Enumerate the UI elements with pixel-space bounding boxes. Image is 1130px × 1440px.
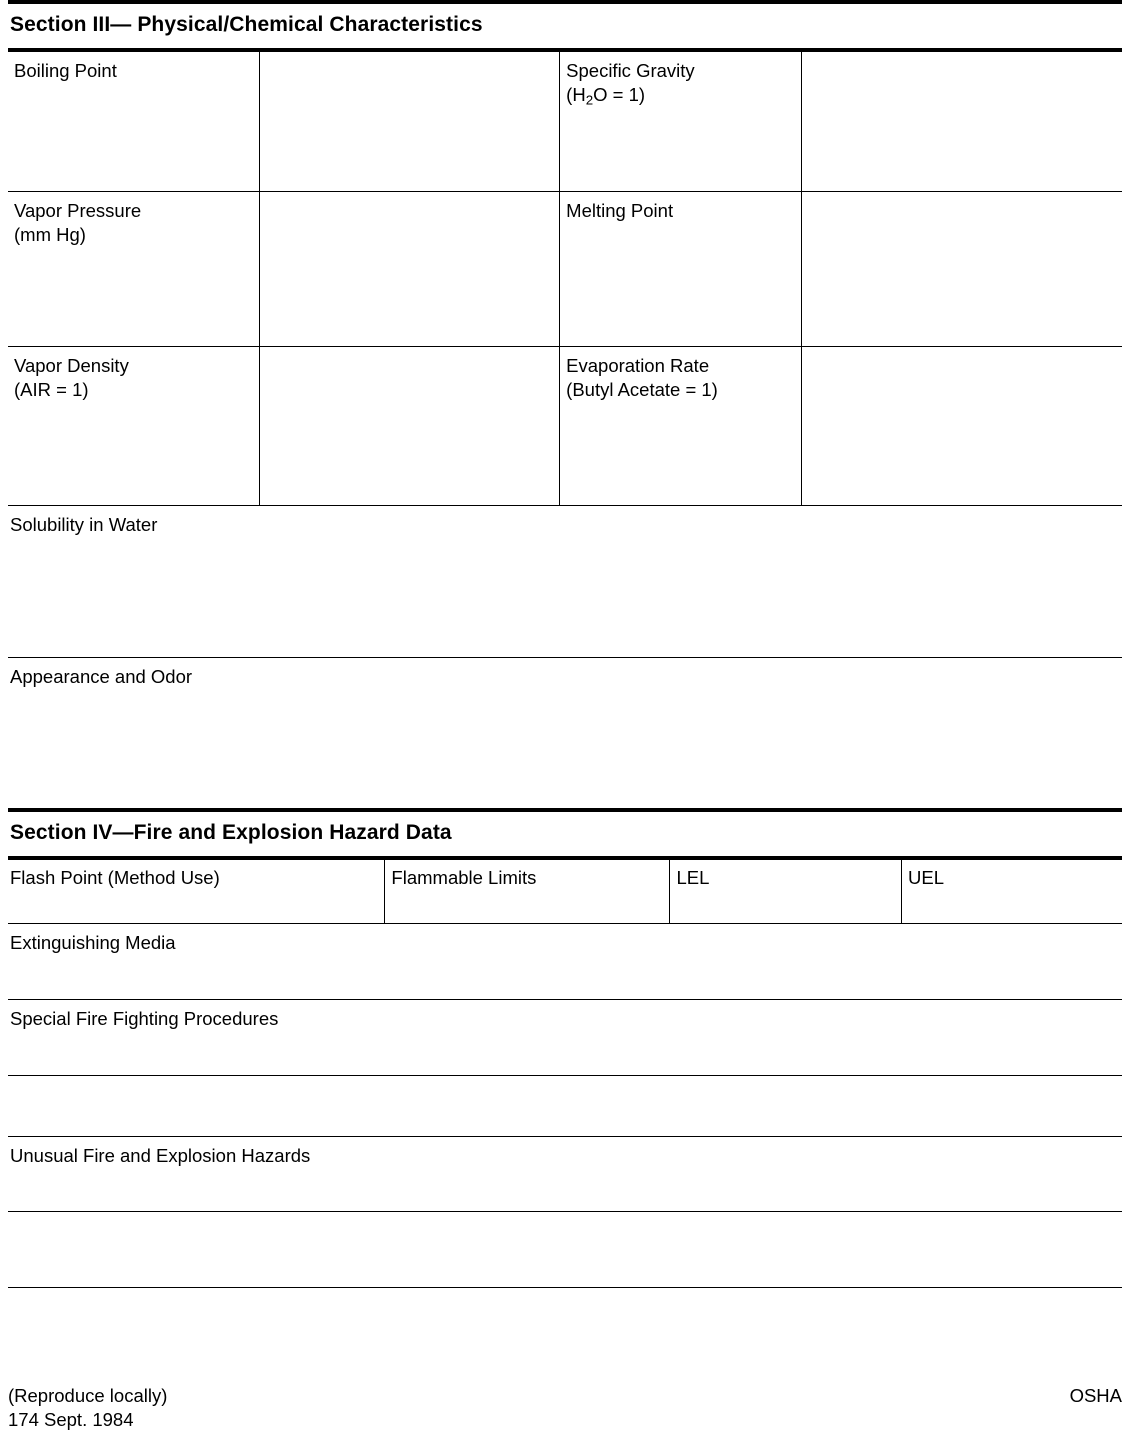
unusual-hazards-field-1[interactable] (8, 1167, 1122, 1211)
vapor-density-label-line1: Vapor Density (14, 355, 129, 376)
evaporation-rate-label-line1: Evaporation Rate (566, 355, 710, 376)
evaporation-rate-label-line2: (Butyl Acetate = 1) (566, 378, 718, 400)
form-number-line: 174 Sept. 1984 (8, 1408, 134, 1430)
flash-point-label: Flash Point (Method Use) (8, 860, 385, 924)
vapor-density-field[interactable] (260, 347, 560, 506)
table-row (8, 860, 1122, 924)
unusual-hazards-bottom-rule (8, 1287, 1122, 1288)
flammable-limits-label: Flammable Limits (385, 860, 670, 924)
evaporation-rate-field[interactable] (801, 347, 1122, 506)
special-fire-fighting-procedures-field-1[interactable] (8, 1031, 1122, 1075)
unusual-fire-and-explosion-hazards-label: Unusual Fire and Explosion Hazards (10, 1144, 311, 1166)
uel-label: UEL (902, 860, 1122, 924)
unusual-hazards-field-2[interactable] (8, 1212, 1122, 1287)
section-4-heading: Section IV—Fire and Explosion Hazard Data (10, 821, 452, 845)
specific-gravity-field[interactable] (801, 52, 1122, 192)
vapor-density-label-line2: (AIR = 1) (14, 378, 89, 400)
boiling-point-label: Boiling Point (8, 52, 260, 192)
melting-point-field[interactable] (801, 192, 1122, 347)
table-row (8, 52, 1122, 192)
reproduce-locally-note (8, 1384, 167, 1432)
vapor-density-label (8, 347, 260, 506)
melting-point-label: Melting Point (560, 192, 801, 347)
vapor-pressure-field[interactable] (260, 192, 560, 347)
evaporation-rate-label (560, 347, 801, 506)
vapor-pressure-label-line1: Vapor Pressure (14, 200, 142, 221)
table-row (8, 192, 1122, 347)
extinguishing-media-label: Extinguishing Media (10, 932, 176, 954)
specific-gravity-label (560, 52, 801, 192)
special-fire-fighting-procedures-label: Special Fire Fighting Procedures (10, 1008, 279, 1030)
special-fire-fighting-procedures-field-2[interactable] (8, 1076, 1122, 1136)
reproduce-locally-line1: (Reproduce locally) (8, 1384, 168, 1406)
boiling-point-field[interactable] (260, 52, 560, 192)
appearance-and-odor-field[interactable] (8, 688, 1122, 808)
extinguishing-media-field[interactable] (8, 955, 1122, 999)
specific-gravity-label-line2: $(H_2O = 1)$ (566, 83, 646, 107)
appearance-and-odor-label: Appearance and Odor (10, 665, 193, 687)
vapor-pressure-label-line2: (mm Hg) (14, 223, 86, 245)
page-footer (8, 1384, 1122, 1432)
specific-gravity-label-line1: Specific Gravity (566, 60, 695, 81)
fire-explosion-table (8, 860, 1122, 924)
agency-label: OSHA (1069, 1384, 1122, 1406)
solubility-label: Solubility in Water (10, 514, 158, 535)
lel-label: LEL (670, 860, 902, 924)
vapor-pressure-label (8, 192, 260, 347)
solubility-field[interactable] (8, 537, 1122, 657)
section-3-heading: Section III— Physical/Chemical Characteristics (10, 13, 483, 36)
physical-characteristics-table (8, 52, 1122, 506)
table-row (8, 347, 1122, 506)
